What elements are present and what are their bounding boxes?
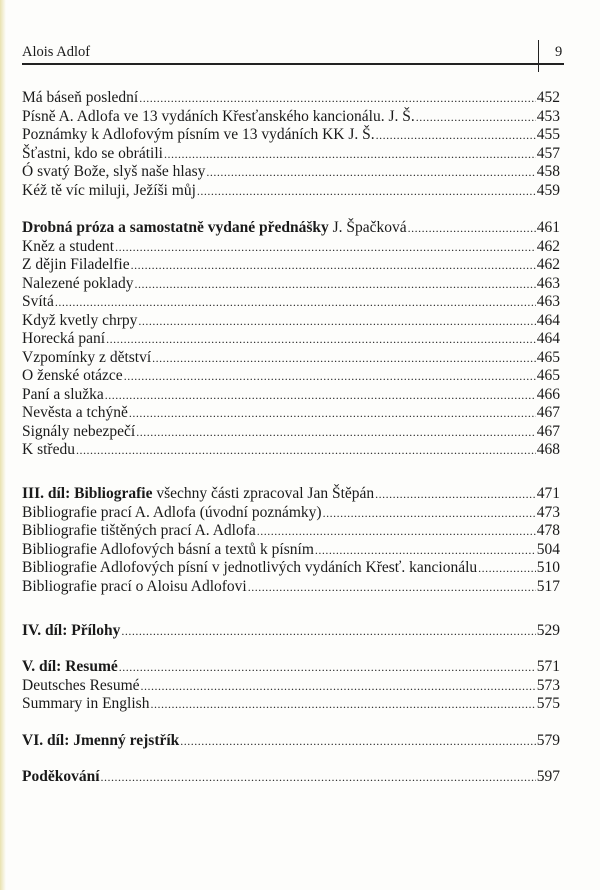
dot-leader [131,256,536,275]
toc-entry[interactable] [22,256,560,275]
heading-bold: III. díl: Bibliografie [22,485,153,502]
toc-heading[interactable] [22,658,560,677]
toc-page-number: 464 [536,330,560,347]
toc-page-number: 529 [536,622,560,639]
toc-section [22,89,560,200]
toc-entry[interactable] [22,293,560,312]
toc-page-number: 510 [536,559,560,576]
toc-entry-title: Nevěsta a tchýně [22,404,128,421]
toc-page-number: 597 [536,768,560,785]
toc-page-number: 462 [536,237,560,255]
toc-entry[interactable] [22,386,560,405]
toc-entry[interactable] [22,182,560,201]
heading-bold: VI. díl: Jmenný rejstřík [22,732,180,749]
toc-heading-title [22,732,179,751]
toc-section [22,658,560,714]
toc-entry-title: Deutsches Resumé [22,676,140,694]
toc-heading[interactable] [22,219,560,238]
toc-entry-title: Bibliografie prací o Aloisu Adlofovi [22,577,247,595]
dot-leader [106,330,536,349]
toc-page-number: 467 [536,404,560,421]
toc-entry-title: Bibliografie prací A. Adlofa (úvodní poznámky) [22,503,322,521]
heading-author: všechny části zpracoval Jan Štěpán [152,485,375,502]
toc-entry-title: Ó svatý Bože, slyš naše hlasy [22,163,206,180]
scan-edge [0,0,6,890]
toc-page-number: 465 [536,367,560,384]
dot-leader [257,522,536,541]
dot-leader [76,441,536,460]
toc-heading[interactable] [22,485,560,504]
dot-leader [152,349,536,368]
toc-page-number: 461 [536,219,560,236]
dot-leader [164,145,536,164]
toc-page-number: 504 [536,540,560,558]
toc-entry[interactable] [22,677,560,696]
heading-bold: IV. díl: Přílohy [22,622,121,639]
toc-section [22,219,560,460]
dot-leader [101,768,536,787]
header-divider [538,40,539,72]
toc-heading-title [22,622,120,641]
toc-heading[interactable] [22,768,560,787]
dot-leader [141,677,536,696]
toc-entry-title: Paní a služka [22,385,104,403]
dot-leader [376,126,536,145]
toc-entry-title: K středu [22,441,75,458]
toc-page-number: 458 [536,163,560,180]
toc-heading[interactable] [22,622,560,641]
toc-heading-title [22,658,118,677]
toc-entry-title: Poznámky k Adlofovým písním ve 13 vydáních KK J. Š. [22,126,375,143]
toc-page-number: 457 [536,144,560,162]
toc-entry-title: Bibliografie Adlofových básní a textů k písním [22,540,314,558]
toc-entry[interactable] [22,423,560,442]
toc-entry-title: Šťastni, kdo se obrátili [22,144,163,162]
toc-entry[interactable] [22,349,560,368]
heading-bold: Poděkování [22,768,100,785]
toc-entry[interactable] [22,163,560,182]
toc-entry-title: Summary in English [22,695,150,712]
toc-heading-title [22,219,407,238]
dot-leader [416,108,536,127]
toc-page-number: 473 [536,503,560,521]
toc-entry[interactable] [22,504,560,523]
dot-leader [55,293,536,312]
heading-bold: V. díl: Resumé [22,658,118,675]
toc-entry[interactable] [22,89,560,108]
dot-leader [375,485,536,504]
toc-page-number: 462 [536,256,560,273]
toc-entry[interactable] [22,330,560,349]
toc-section [22,485,560,596]
dot-leader [124,367,536,386]
toc-page-number: 463 [536,274,560,292]
toc-page-number: 467 [536,422,560,440]
toc-entry[interactable] [22,126,560,145]
toc-entry-title: Svítá [22,293,54,310]
toc-page-number: 453 [536,107,560,125]
toc-page-number: 464 [536,311,560,329]
dot-leader [115,238,536,257]
toc-entry[interactable] [22,145,560,164]
header-rule [22,63,564,65]
toc-entry[interactable] [22,404,560,423]
toc-page-number: 468 [536,441,560,458]
toc-page-number: 452 [536,89,560,106]
toc-entry-title: Písně A. Adlofa ve 13 vydáních Křesťanského kancionálu. J. Š. [22,107,415,125]
toc-entry-title: O ženské otázce [22,367,123,384]
toc-section [22,732,560,751]
dot-leader [150,695,535,714]
dot-leader [180,732,535,751]
toc-entry-title: Horecká paní [22,330,106,347]
toc-heading-title [22,485,374,504]
toc-entry[interactable] [22,559,560,578]
toc-entry-title: Bibliografie tištěných prací A. Adlofa [22,522,256,539]
toc-entry-title: Vzpomínky z dětství [22,348,152,366]
toc-entry[interactable] [22,238,560,257]
toc-entry[interactable] [22,578,560,597]
toc-section [22,768,560,787]
toc-entry-title: Bibliografie Adlofových písní v jednotlivých vydáních Křesť. kancionálu [22,559,478,576]
dot-leader [408,219,536,238]
toc-heading[interactable] [22,732,560,751]
toc-entry[interactable] [22,522,560,541]
dot-leader [138,312,535,331]
dot-leader [134,275,535,294]
toc-entry-title: Signály nebezpečí [22,422,136,440]
toc-page-number: 459 [536,181,560,199]
dot-leader [121,622,535,641]
dot-leader [105,386,536,405]
toc-page-number: 573 [536,676,560,694]
dot-leader [478,559,536,578]
toc-page-number: 465 [536,348,560,366]
toc-entry[interactable] [22,695,560,714]
dot-leader [139,89,536,108]
toc-entry[interactable] [22,441,560,460]
dot-leader [197,182,536,201]
dot-leader [136,423,536,442]
toc-entry[interactable] [22,541,560,560]
toc-page-number: 455 [536,126,560,143]
toc-entry[interactable] [22,275,560,294]
toc-page-number: 478 [536,522,560,539]
toc-entry-title: Nalezené poklady [22,274,134,292]
page-number: 9 [555,44,563,60]
toc-entry[interactable] [22,312,560,331]
toc-entry-title: Má báseň poslední [22,89,139,106]
toc-entry-title: Z dějin Filadelfie [22,256,130,273]
toc-page-number: 571 [536,658,560,675]
toc-page-number: 517 [536,577,560,595]
toc-heading-title [22,768,100,787]
toc-page-number: 575 [536,695,560,712]
dot-leader [248,578,536,597]
toc-page-number: 579 [536,732,560,749]
dot-leader [119,658,536,677]
toc-page-number: 471 [536,485,560,502]
toc-entry-title: Kéž tě víc miluji, Ježíši můj [22,181,196,199]
toc-entry-title: Když kvetly chrpy [22,311,138,329]
toc-entry[interactable] [22,367,560,386]
dot-leader [129,404,536,423]
running-header-title: Alois Adlof [22,44,91,60]
toc-section [22,622,560,641]
toc-entry-title: Kněz a student [22,237,115,255]
dot-leader [315,541,536,560]
toc-entry[interactable] [22,108,560,127]
heading-bold: Drobná próza a samostatně vydané přednášky [22,219,329,236]
toc-page-number: 463 [536,293,560,310]
heading-author: J. Špačková [328,219,407,236]
dot-leader [323,504,536,523]
dot-leader [206,163,535,182]
toc-page-number: 466 [536,385,560,403]
